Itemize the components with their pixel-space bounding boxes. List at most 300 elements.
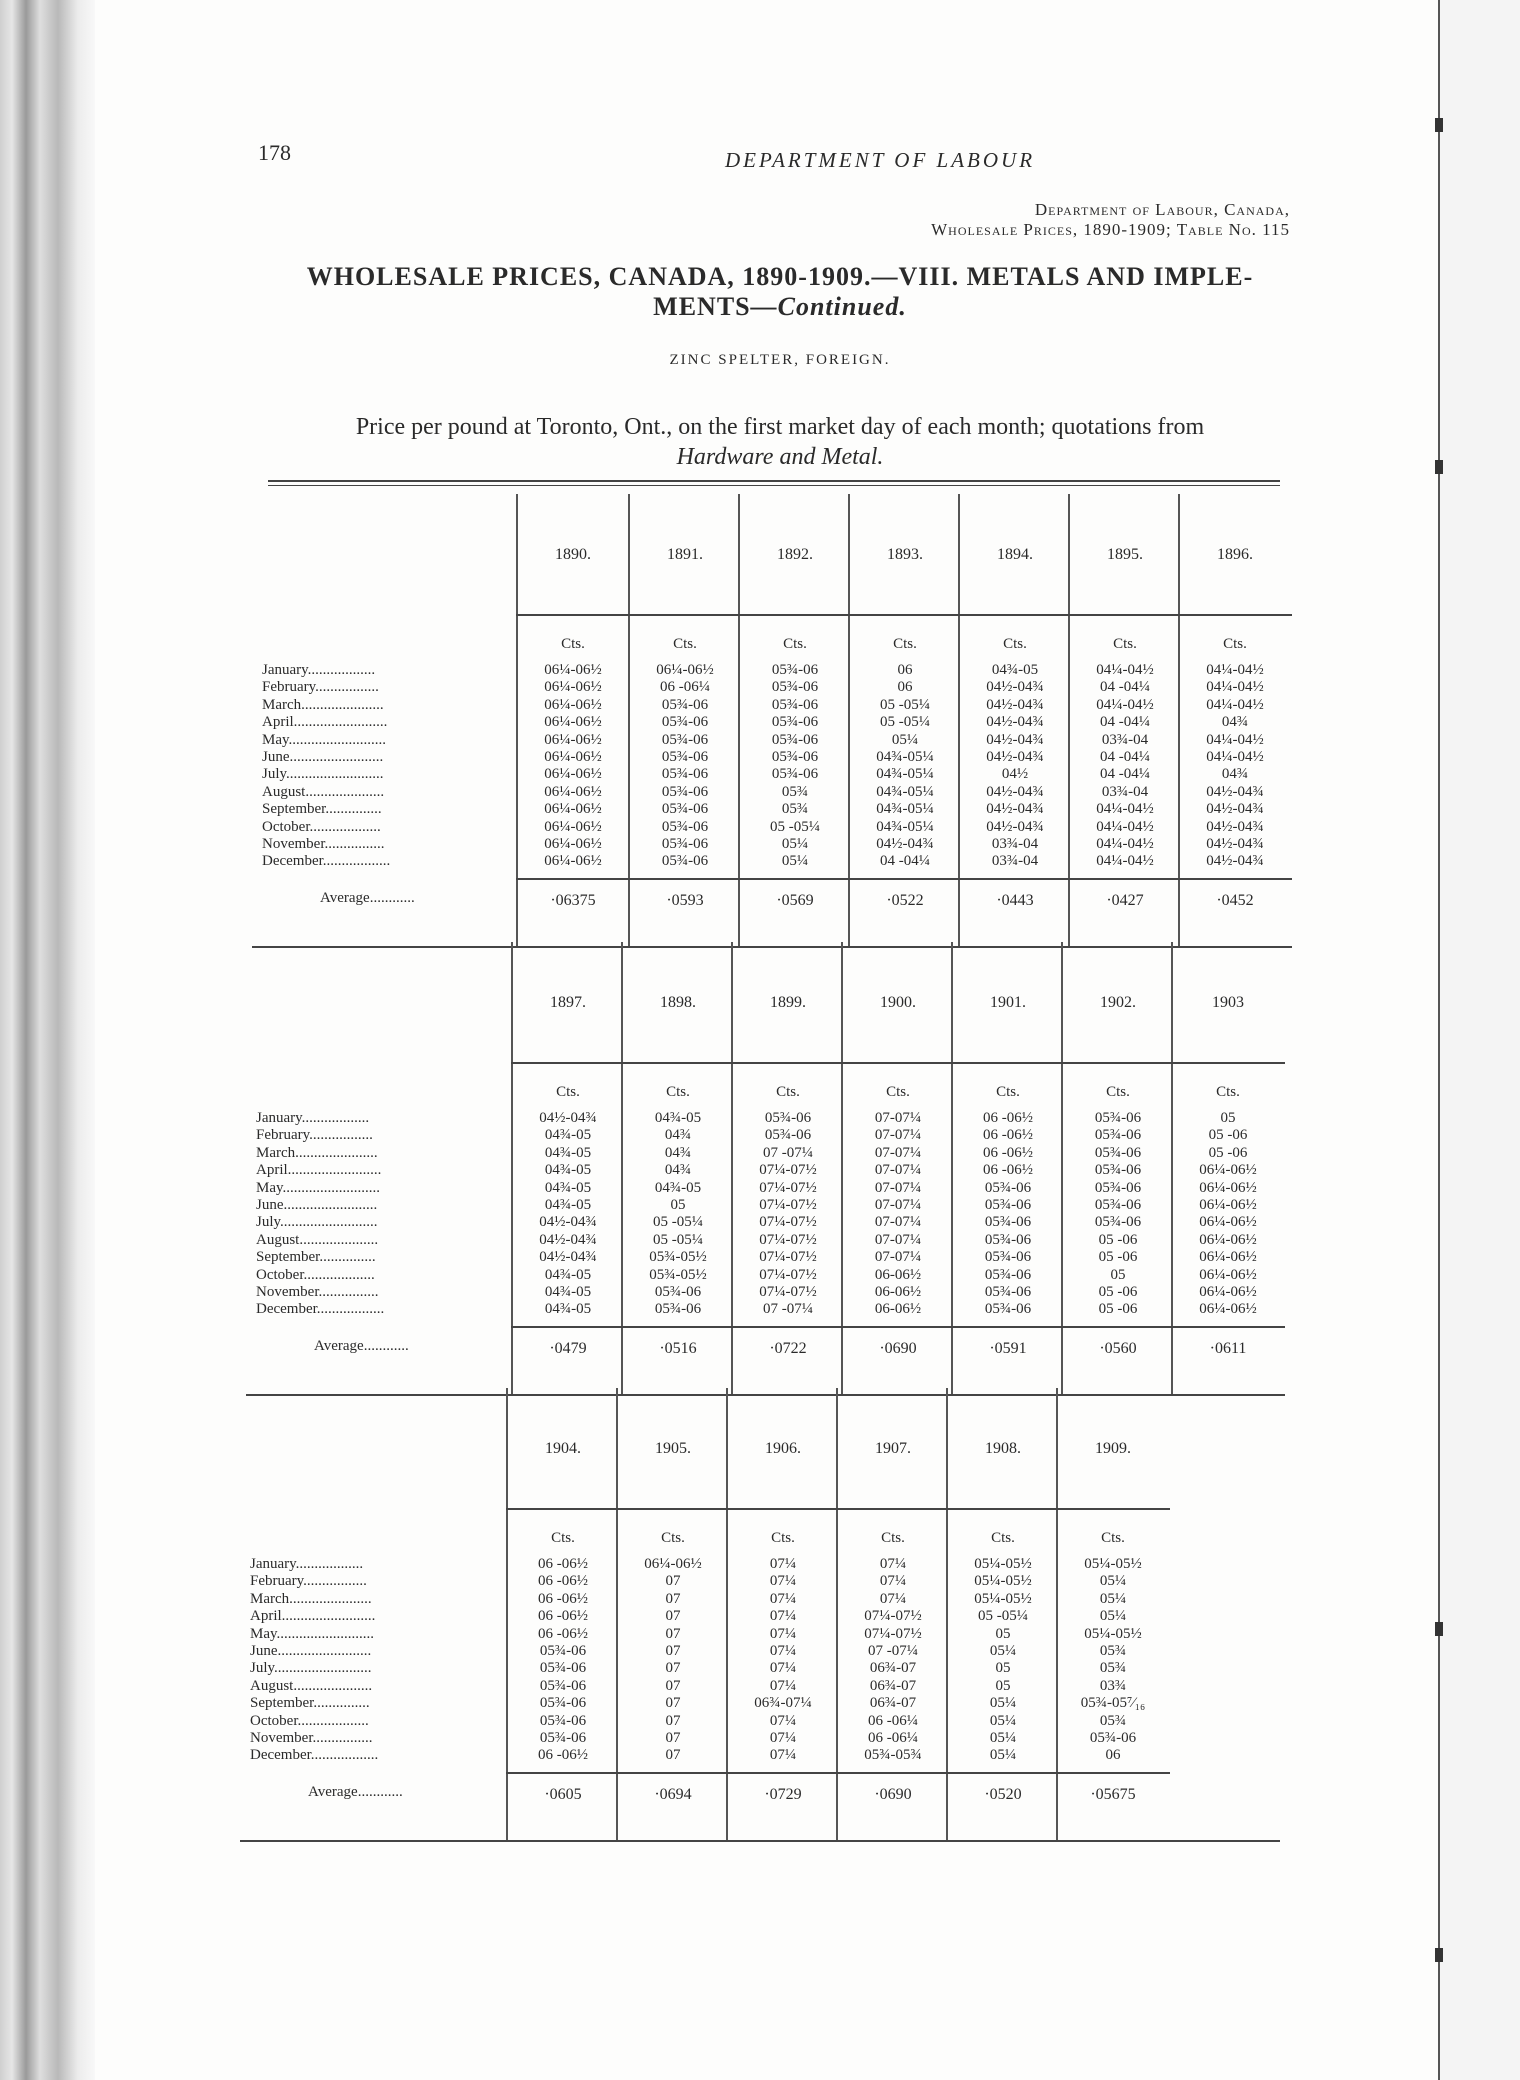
price-cell: 07 [665,1608,681,1625]
page-title [260,262,1300,322]
price-cell: 07¼ [769,1677,797,1694]
price-cell: 05¾-05⁷⁄₁₆ [1080,1695,1146,1712]
price-cell: 05¾-06 [771,731,819,748]
month-label: March...................... [262,696,384,713]
price-cell: 06 -06½ [983,1162,1033,1179]
price-cell: 04½-04¾ [1206,836,1264,853]
price-cell: 05¾-06 [661,714,709,731]
price-cell: 05 -05¼ [978,1608,1028,1625]
price-cell: 05¾ [1099,1660,1127,1677]
month-label: January.................. [256,1110,370,1126]
month-labels [250,1556,378,1765]
price-cell: 05¾-06 [984,1214,1032,1231]
price-cell: 04¾-05 [544,1197,592,1214]
month-label: December.................. [262,853,391,870]
price-cell: 06¼-06½ [1199,1301,1257,1318]
price-column [845,1110,951,1319]
price-cell: 05¾-06 [539,1677,587,1694]
price-cell: 03¾-04 [991,853,1039,870]
price-cell: 04½-04¾ [1206,853,1264,870]
price-cell: 05 [1110,1266,1126,1283]
price-cell: 06 [897,679,913,696]
price-cell: 05¾-06 [654,1301,702,1318]
price-cell: 04¾-05 [544,1284,592,1301]
cents-unit-label: Cts. [1101,1530,1125,1546]
price-cell: 07 [665,1660,681,1677]
price-cell: 07¼ [769,1608,797,1625]
cents-unit-label: Cts. [1113,636,1137,652]
price-cell: 05¾-06 [661,731,709,748]
price-column [1175,1110,1281,1319]
price-cell: 04¾-05 [991,662,1039,678]
price-cell: 06¼-06½ [544,714,602,731]
price-cell: 05¾-06 [539,1660,587,1677]
book-spine-shadow [0,0,95,2080]
price-cell: 07¼-07½ [759,1266,817,1283]
price-cell: 05¼-05½ [974,1590,1032,1607]
price-cell: 05¼ [989,1695,1017,1712]
price-cell: 06¼-06½ [544,696,602,713]
month-label: November................ [250,1730,373,1747]
price-cell: 05¼ [989,1730,1017,1747]
year-header: 1898. [660,994,696,1011]
price-cell: 05 -06 [1208,1127,1248,1144]
price-cell: 04¾-05 [544,1301,592,1318]
price-cell: 04½-04¾ [986,714,1044,731]
price-cell: 05¾-06 [1089,1730,1137,1747]
price-cell: 06¼-06½ [656,662,714,678]
month-label: October................... [256,1266,375,1283]
price-cell: 05¾-06 [1094,1144,1142,1161]
price-cell: 06 -06¼ [868,1730,918,1747]
price-cell: 05¾-06 [771,766,819,783]
price-column [950,1556,1056,1765]
price-cell: 06 -06½ [538,1590,588,1607]
price-column [632,662,738,871]
price-cell: 05¾-06 [984,1284,1032,1301]
price-cell: 05¾-06 [1094,1110,1142,1126]
price-cell: 06-06½ [874,1266,922,1283]
cents-unit-label: Cts. [1003,636,1027,652]
price-cell: 07¼ [769,1712,797,1729]
average-value: ·0694 [654,1786,692,1803]
price-cell: 05¾-06 [984,1197,1032,1214]
price-cell: 05 -06 [1098,1284,1138,1301]
year-header: 1894. [997,546,1033,563]
price-cell: 04 -04¼ [1100,749,1150,766]
price-cell: 04½-04¾ [539,1214,597,1231]
year-header: 1897. [550,994,586,1011]
section-bottom-rule [246,1394,1285,1396]
price-column [1072,662,1178,871]
price-cell: 07 -07¼ [763,1144,813,1161]
month-label: December.................. [250,1747,379,1764]
price-cell: 06¼-06½ [1199,1162,1257,1179]
price-cell: 06¼-06½ [1199,1179,1257,1196]
price-cell: 06¼-06½ [544,801,602,818]
cents-unit-label: Cts. [776,1084,800,1100]
month-label: January.................. [250,1556,364,1572]
price-cell: 04¾-05 [544,1144,592,1161]
price-cell: 07¼ [769,1573,797,1590]
month-label: April......................... [250,1608,376,1625]
cents-unit-label: Cts. [991,1530,1015,1546]
price-cell: 05¾-06 [661,749,709,766]
price-cell: 05¼ [781,836,809,853]
average-value: ·0722 [769,1340,807,1357]
price-cell: 05¾-05¾ [864,1747,922,1764]
cents-unit-label: Cts. [661,1530,685,1546]
average-value: ·0522 [886,892,924,909]
price-column [742,662,848,871]
price-cell: 04¼-04½ [1096,818,1154,835]
price-cell: 06¼-06½ [544,783,602,800]
price-cell: 07¼ [769,1625,797,1642]
price-cell: 05 [1220,1110,1236,1126]
price-cell: 06¾-07¼ [754,1695,812,1712]
department-citation [931,200,1290,240]
cents-unit-label: Cts. [551,1530,575,1546]
price-cell: 07-07¼ [874,1110,922,1126]
year-header: 1901. [990,994,1026,1011]
month-label: May.......................... [250,1625,375,1642]
price-cell: 03¾-04 [1101,731,1149,748]
year-header: 1907. [875,1440,911,1457]
year-header: 1904. [545,1440,581,1457]
month-label: June......................... [256,1197,378,1214]
month-label: June......................... [262,749,384,766]
price-cell: 04¼-04½ [1206,749,1264,766]
cents-unit-label: Cts. [783,636,807,652]
price-cell: 04¼-04½ [1096,853,1154,870]
price-cell: 06 -06½ [538,1556,588,1572]
month-label: January.................. [262,662,376,678]
average-value: ·0516 [659,1340,697,1357]
price-cell: 06 -06½ [983,1127,1033,1144]
header-rule [516,614,1292,616]
price-cell: 06¼-06½ [544,731,602,748]
page-title-line-1: WHOLESALE PRICES, CANADA, 1890-1909.—VIII. METALS AND IMPLE- [306,262,1254,291]
price-column [510,1556,616,1765]
price-cell: 07¼-07½ [759,1249,817,1266]
price-cell: 05 [995,1677,1011,1694]
price-cell: 05¼ [989,1643,1017,1660]
price-cell: 05¾ [1099,1712,1127,1729]
price-cell: 07 [665,1712,681,1729]
price-cell: 05¾ [781,783,809,800]
average-value: ·0452 [1216,892,1254,909]
month-label: September............... [250,1695,370,1712]
department-citation-line-1: Department of Labour, Canada, [1034,200,1290,219]
price-cell: 04½-04¾ [539,1249,597,1266]
month-labels [262,662,390,871]
price-cell: 04¾ [1221,714,1249,731]
section-bottom-rule [252,946,1292,948]
average-value: ·06375 [550,892,596,909]
price-cell: 07 [665,1695,681,1712]
price-cell: 04½-04¾ [1206,783,1264,800]
price-column [735,1110,841,1319]
price-cell: 04¾-05 [654,1179,702,1196]
price-cell: 06¾-07 [869,1660,917,1677]
table-description-line-2 [260,442,1300,472]
price-cell: 05¾-06 [661,801,709,818]
price-cell: 06¼-06½ [644,1556,702,1572]
year-header: 1903 [1212,994,1244,1011]
price-cell: 07 [665,1643,681,1660]
page-title-line-2a: MENTS [653,292,751,321]
cents-unit-label: Cts. [1106,1084,1130,1100]
average-label: Average............ [320,890,415,906]
price-cell: 04¾-05 [544,1127,592,1144]
price-cell: 06¼-06½ [544,836,602,853]
average-value: ·0560 [1099,1340,1137,1357]
price-cell: 06 -06½ [538,1573,588,1590]
price-cell: 05 -06 [1098,1249,1138,1266]
price-column [625,1110,731,1319]
price-cell: 05¾-06 [771,696,819,713]
price-cell: 06 -06¼ [660,679,710,696]
month-label: July.......................... [262,766,384,783]
edge-mark [1435,118,1443,132]
price-cell: 04¾ [664,1162,692,1179]
table-description [260,412,1300,472]
price-cell: 04½-04¾ [539,1110,597,1126]
average-label: Average............ [314,1338,409,1354]
table-description-line-1: Price per pound at Toronto, Ont., on the first market day of each month; quotations from [355,414,1205,440]
price-cell: 06 [1105,1747,1121,1764]
price-cell: 07-07¼ [874,1231,922,1248]
price-cell: 06 -06½ [983,1110,1033,1126]
price-cell: 07-07¼ [874,1214,922,1231]
price-cell: 06¼-06½ [1199,1197,1257,1214]
price-cell: 07¼ [879,1573,907,1590]
month-label: June......................... [250,1643,372,1660]
price-cell: 07 [665,1730,681,1747]
price-cell: 06 -06¼ [868,1712,918,1729]
price-cell: 05 -05¼ [880,696,930,713]
month-label: May.......................... [256,1179,381,1196]
price-cell: 06¾-07 [869,1695,917,1712]
price-column [520,662,626,871]
price-cell: 07¼-07½ [759,1179,817,1196]
price-cell: 05¾-06 [661,766,709,783]
page-number: 178 [258,140,291,165]
price-column [840,1556,946,1765]
month-label: July.......................... [256,1214,378,1231]
average-rule [511,1326,1285,1328]
price-cell: 05 -05¼ [653,1231,703,1248]
price-cell: 07 [665,1590,681,1607]
price-cell: 05¾-06 [771,662,819,678]
price-cell: 05¾-06 [771,714,819,731]
month-label: August..................... [256,1231,379,1248]
price-cell: 04¾ [1221,766,1249,783]
price-cell: 07¼ [879,1590,907,1607]
price-cell: 04 -04¼ [880,853,930,870]
month-label: November................ [262,836,385,853]
price-cell: 06¼-06½ [1199,1231,1257,1248]
price-cell: 05 [995,1660,1011,1677]
cents-unit-label: Cts. [1223,636,1247,652]
price-cell: 06¼-06½ [1199,1249,1257,1266]
price-cell: 05¾-06 [1094,1162,1142,1179]
price-cell: 05¾ [781,801,809,818]
average-rule [506,1772,1170,1774]
price-cell: 04½-04¾ [986,696,1044,713]
average-value: ·0591 [989,1340,1027,1357]
price-cell: 07 [665,1625,681,1642]
month-label: September............... [262,801,382,818]
price-cell: 05¼ [891,731,919,748]
price-cell: 05¾-06 [661,836,709,853]
price-cell: 05¾-06 [539,1712,587,1729]
price-cell: 07¼ [769,1747,797,1764]
price-cell: 07¼-07½ [759,1162,817,1179]
price-cell: 05¾-06 [539,1695,587,1712]
price-cell: 04 -04¼ [1100,766,1150,783]
price-cell: 05 -06 [1098,1301,1138,1318]
average-value: ·0427 [1106,892,1144,909]
year-header: 1908. [985,1440,1021,1457]
average-value: ·0690 [874,1786,912,1803]
price-cell: 04½-04¾ [986,783,1044,800]
month-label: November................ [256,1284,379,1301]
month-label: February................. [256,1127,373,1144]
price-cell: 05¾-06 [984,1249,1032,1266]
price-cell: 07¼ [769,1590,797,1607]
price-column [852,662,958,871]
price-cell: 04¼-04½ [1096,836,1154,853]
page-title-continued: —Continued. [750,292,907,321]
month-label: August..................... [262,783,385,800]
price-cell: 04¾-05¼ [876,766,934,783]
year-header: 1893. [887,546,923,563]
price-cell: 05¾-06 [984,1179,1032,1196]
price-cell: 04¾ [664,1127,692,1144]
price-cell: 05¾-06 [1094,1197,1142,1214]
average-value: ·0569 [776,892,814,909]
price-cell: 07-07¼ [874,1249,922,1266]
month-label: July.......................... [250,1660,372,1677]
price-cell: 05¾-05½ [649,1249,707,1266]
price-cell: 07¼-07½ [759,1284,817,1301]
edge-mark [1435,1622,1443,1636]
average-value: ·0690 [879,1340,917,1357]
price-column [955,1110,1061,1319]
department-citation-line-2: Wholesale Prices, 1890-1909; Table No. 115 [931,220,1290,239]
average-value: ·0611 [1209,1340,1247,1357]
price-cell: 07 -07¼ [868,1643,918,1660]
price-cell: 07¼ [769,1556,797,1572]
cents-unit-label: Cts. [1216,1084,1240,1100]
price-cell: 04¼-04½ [1206,731,1264,748]
price-cell: 06¼-06½ [1199,1266,1257,1283]
price-cell: 05¾-06 [1094,1179,1142,1196]
price-cell: 07¼-07½ [864,1625,922,1642]
price-cell: 06¼-06½ [544,766,602,783]
price-column [1065,1110,1171,1319]
price-cell: 05¾-06 [661,696,709,713]
price-cell: 04¾-05¼ [876,801,934,818]
month-label: December.................. [256,1301,385,1318]
month-label: August..................... [250,1677,373,1694]
year-header: 1895. [1107,546,1143,563]
price-cell: 07¼-07½ [759,1231,817,1248]
average-value: ·0729 [764,1786,802,1803]
price-cell: 05 [670,1197,686,1214]
price-cell: 05¾-06 [984,1301,1032,1318]
price-cell: 04¼-04½ [1096,801,1154,818]
header-rule [511,1062,1285,1064]
year-header: 1891. [667,546,703,563]
price-cell: 03¾ [1099,1677,1127,1694]
edge-mark [1435,1948,1443,1962]
price-cell: 04½-04¾ [986,731,1044,748]
price-column [962,662,1068,871]
month-labels [256,1110,384,1319]
price-cell: 03¾-04 [1101,783,1149,800]
price-cell: 07¼ [769,1730,797,1747]
average-value: ·05675 [1090,1786,1136,1803]
running-title: DEPARTMENT OF LABOUR [724,148,1036,172]
year-header: 1899. [770,994,806,1011]
price-cell: 07 [665,1747,681,1764]
price-cell: 04¼-04½ [1206,696,1264,713]
price-cell: 07-07¼ [874,1144,922,1161]
price-cell: 07¼ [879,1556,907,1572]
price-cell: 05¼ [1099,1608,1127,1625]
cents-unit-label: Cts. [881,1530,905,1546]
price-column [515,1110,621,1319]
commodity-title: ZINC SPELTER, FOREIGN. [669,352,891,368]
price-cell: 05¼-05½ [1084,1556,1142,1572]
price-cell: 05¼ [1099,1590,1127,1607]
price-cell: 04¼-04½ [1206,662,1264,678]
price-cell: 05¼ [1099,1573,1127,1590]
cents-unit-label: Cts. [673,636,697,652]
price-cell: 05 -05¼ [653,1214,703,1231]
cents-unit-label: Cts. [886,1084,910,1100]
price-cell: 05¾-06 [661,818,709,835]
cents-unit-label: Cts. [771,1530,795,1546]
price-cell: 05 [995,1625,1011,1642]
cents-unit-label: Cts. [996,1084,1020,1100]
month-label: October................... [250,1712,369,1729]
price-cell: 05¼ [781,853,809,870]
price-cell: 06 -06½ [538,1747,588,1764]
table-top-rule [268,480,1280,482]
year-header: 1902. [1100,994,1136,1011]
price-cell: 06¼-06½ [544,662,602,678]
table-top-rule-double [268,485,1280,486]
price-cell: 05¼ [989,1712,1017,1729]
price-cell: 05¾-06 [984,1231,1032,1248]
section-bottom-rule [240,1840,1280,1842]
price-cell: 04¼-04½ [1096,696,1154,713]
cents-unit-label: Cts. [556,1084,580,1100]
price-cell: 04¾-05 [544,1179,592,1196]
price-cell: 05 -06 [1208,1144,1248,1161]
price-cell: 04½-04¾ [986,749,1044,766]
price-cell: 04¾-05¼ [876,818,934,835]
price-cell: 03¾-04 [991,836,1039,853]
price-cell: 07 -07¼ [763,1301,813,1318]
cents-unit-label: Cts. [561,636,585,652]
price-column [620,1556,726,1765]
price-cell: 06¼-06½ [544,749,602,766]
price-cell: 05¾-06 [771,679,819,696]
